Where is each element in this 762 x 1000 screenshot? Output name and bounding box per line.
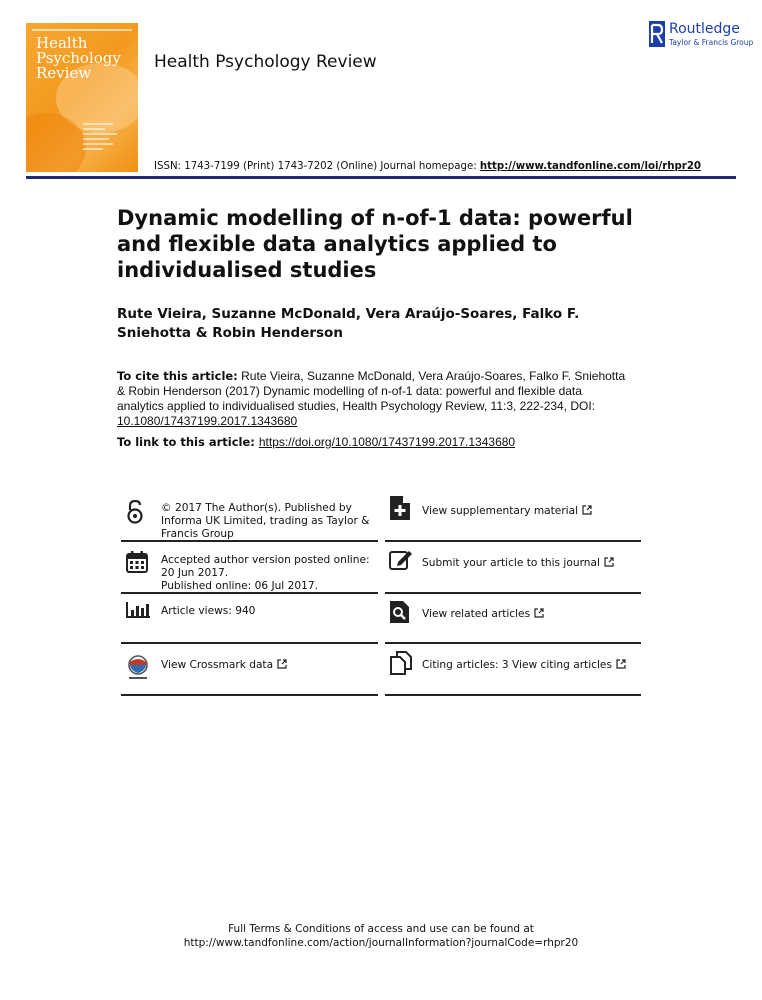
related-text <box>422 608 544 621</box>
supplementary-label: View supplementary material <box>422 505 579 517</box>
footer-terms-link[interactable]: http://www.tandfonline.com/action/journalInformation?journalCode=rhpr20 <box>183 937 579 949</box>
cite-doi-link[interactable]: 10.1080/17437199.2017.1343680 <box>117 414 298 428</box>
accepted-date: Accepted author version posted online: 20 Jun 2017. <box>161 554 370 579</box>
grid-divider <box>121 540 378 542</box>
article-views <box>125 601 379 631</box>
header-divider <box>26 176 736 179</box>
cover-title <box>36 36 121 81</box>
publication-dates <box>125 550 379 594</box>
grid-divider <box>121 642 378 644</box>
published-date: Published online: 06 Jul 2017. <box>161 580 318 592</box>
article-link-line <box>117 435 515 449</box>
crossmark-label: View Crossmark data <box>161 659 274 671</box>
article-title: Dynamic modelling of n-of-1 data: powerful and flexible data analytics applied to individualised studies <box>117 206 633 282</box>
routledge-logo-icon <box>649 21 665 47</box>
external-link-icon <box>616 659 626 669</box>
cite-text: Rute Vieira, Suzanne McDonald, Vera Araújo-Soares, Falko F. Sniehotta & Robin Henderson (2017) Dynamic modelling of n-of-1 data: powerful and flexible data analytics applied to individualised studies, Health Psychology Review, 11:3, 222-234, DOI: <box>117 369 626 413</box>
grid-divider <box>385 694 641 696</box>
grid-divider <box>385 592 641 594</box>
submit-article-link[interactable] <box>389 549 641 585</box>
external-link-icon <box>277 659 287 669</box>
publisher-name: Routledge <box>669 21 740 37</box>
license-info <box>125 500 379 540</box>
supplementary-text <box>422 505 592 518</box>
external-link-icon <box>604 557 614 567</box>
edit-icon <box>389 549 413 571</box>
journal-homepage-link[interactable]: http://www.tandfonline.com/loi/rhpr20 <box>479 161 701 172</box>
external-link-icon <box>582 505 592 515</box>
search-document-icon <box>389 600 411 624</box>
cover-title-line: Review <box>36 64 92 82</box>
grid-divider <box>385 540 641 542</box>
cover-text-lines <box>83 123 123 153</box>
grid-divider <box>121 592 378 594</box>
open-access-icon <box>125 500 145 524</box>
external-link-icon <box>534 608 544 618</box>
citing-articles-link[interactable] <box>389 651 641 685</box>
footer-terms <box>0 922 762 950</box>
crossmark-text <box>161 659 287 672</box>
submit-text <box>422 557 614 570</box>
license-text: © 2017 The Author(s). Published by Informa UK Limited, trading as Taylor & Francis Group <box>161 502 370 540</box>
supplementary-link[interactable] <box>389 495 641 535</box>
cover-title-line: Health <box>36 34 88 52</box>
crossmark-link[interactable] <box>125 654 379 686</box>
grid-divider <box>121 694 378 696</box>
cover-rule <box>32 29 132 31</box>
bar-chart-icon <box>125 601 151 619</box>
publisher-subtitle: Taylor & Francis Group <box>669 38 754 47</box>
citation-block <box>117 369 627 429</box>
article-doi-link[interactable]: https://doi.org/10.1080/17437199.2017.1343680 <box>258 435 516 449</box>
citing-label: Citing articles: 3 View citing articles <box>422 659 612 671</box>
views-text: Article views: 940 <box>161 605 256 617</box>
citing-documents-icon <box>389 651 413 675</box>
journal-cover <box>26 23 138 172</box>
add-document-icon <box>389 495 411 521</box>
article-authors: Rute Vieira, Suzanne McDonald, Vera Araújo-Soares, Falko F. Sniehotta & Robin Henderson <box>117 306 580 341</box>
related-articles-link[interactable] <box>389 600 641 632</box>
cover-title-line: Psychology <box>36 49 121 67</box>
journal-name: Health Psychology Review <box>154 52 377 72</box>
link-label: To link to this article: <box>117 435 255 449</box>
submit-label: Submit your article to this journal <box>422 557 600 569</box>
issn-line <box>154 161 701 172</box>
cite-label: To cite this article: <box>117 369 238 383</box>
related-label: View related articles <box>422 608 531 620</box>
calendar-icon <box>125 550 149 574</box>
publisher-logo <box>649 21 754 49</box>
crossmark-icon <box>125 654 151 680</box>
footer-line: Full Terms & Conditions of access and use can be found at <box>228 923 534 935</box>
issn-text: ISSN: 1743-7199 (Print) 1743-7202 (Online) Journal homepage: <box>154 161 480 172</box>
grid-divider <box>385 642 641 644</box>
citing-text <box>422 659 626 672</box>
